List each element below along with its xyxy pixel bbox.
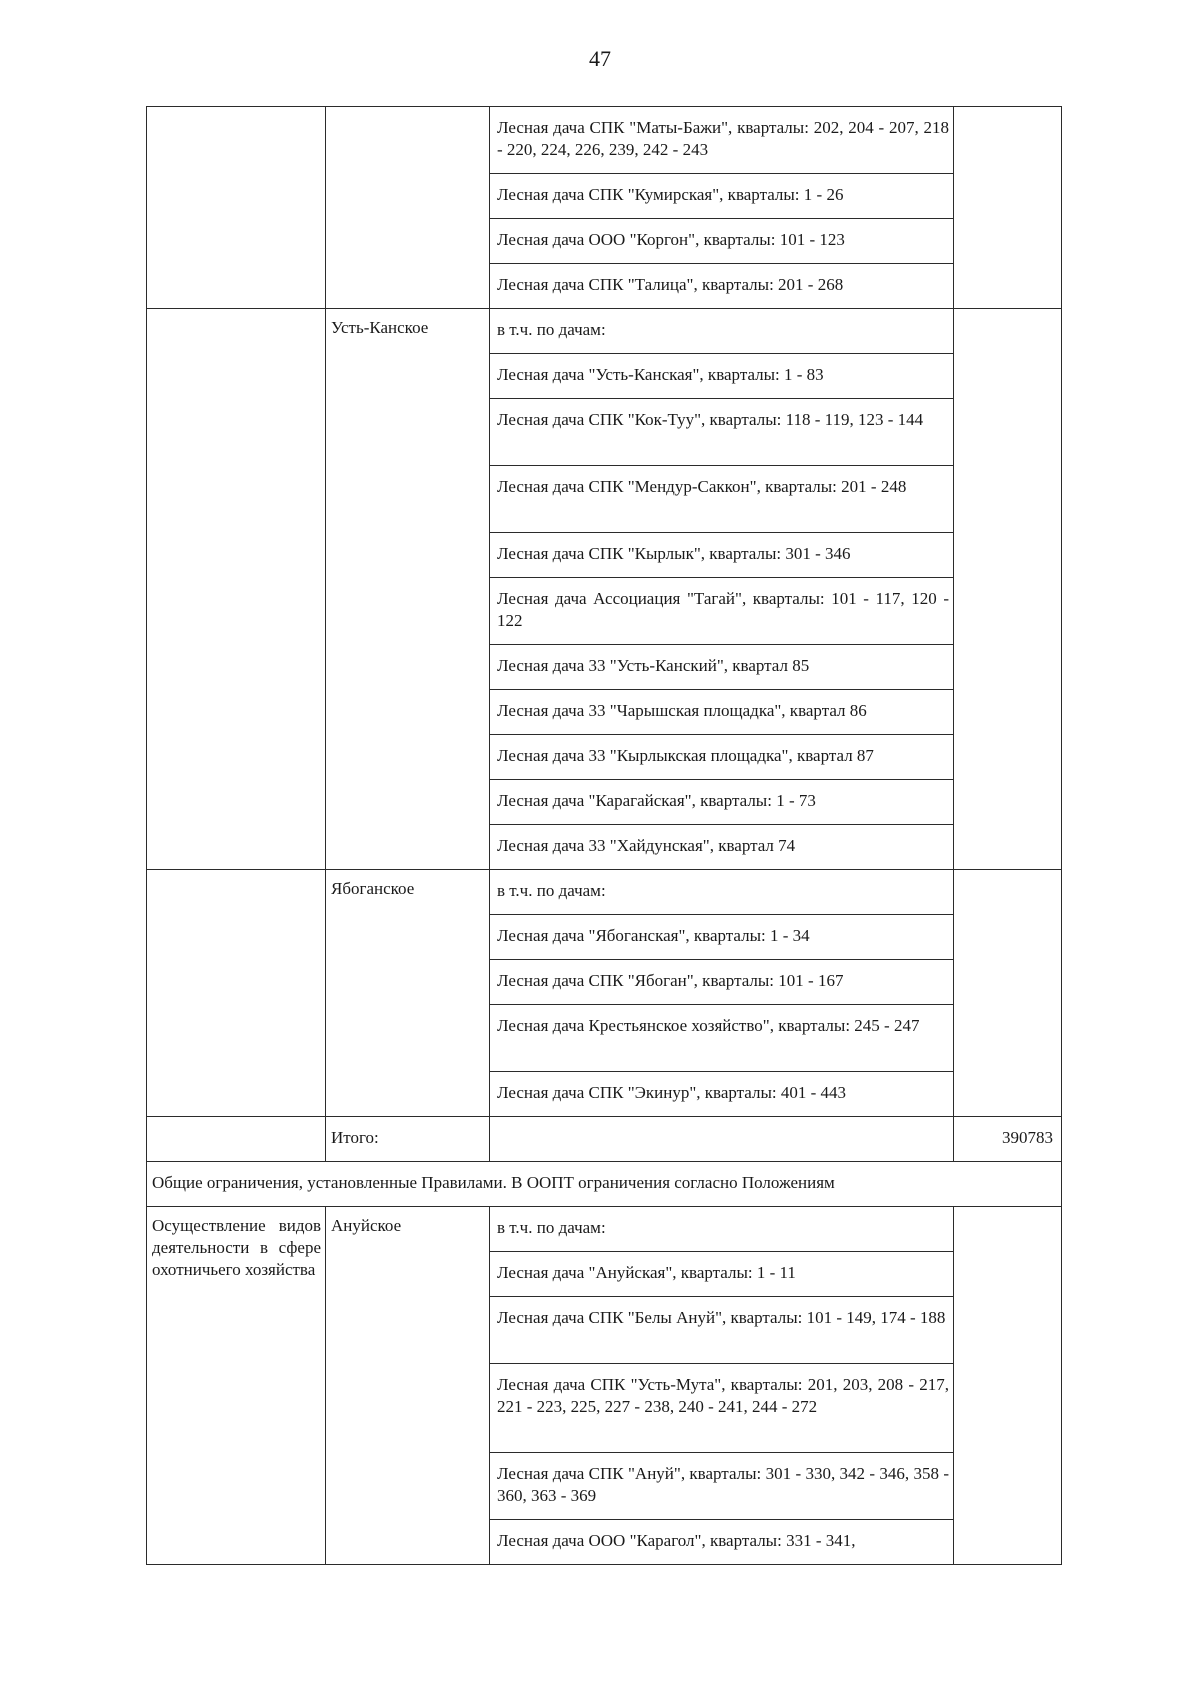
empty-cell bbox=[954, 1207, 1062, 1565]
dacha-cell: Лесная дача ООО "Карагол", кварталы: 331 - 341, bbox=[490, 1520, 954, 1565]
empty-cell bbox=[326, 107, 490, 309]
total-label-cell: Итого: bbox=[326, 1117, 490, 1162]
dacha-cell: Лесная дача 33 "Чарышская площадка", квартал 86 bbox=[490, 690, 954, 735]
dacha-cell: Лесная дача "Карагайская", кварталы: 1 - 73 bbox=[490, 780, 954, 825]
dacha-cell: Лесная дача "Усть-Канская", кварталы: 1 - 83 bbox=[490, 354, 954, 399]
empty-cell bbox=[954, 309, 1062, 870]
dacha-header-cell: в т.ч. по дачам: bbox=[490, 870, 954, 915]
hunting-grounds-table bbox=[146, 106, 1062, 1565]
restrictions-note: Общие ограничения, установленные Правилами. В ООПТ ограничения согласно Положениям bbox=[147, 1162, 1062, 1207]
table-row bbox=[147, 870, 1062, 915]
page-number: 47 bbox=[589, 46, 611, 71]
dacha-cell: Лесная дача СПК "Талица", кварталы: 201 - 268 bbox=[490, 264, 954, 309]
dacha-cell: Лесная дача Ассоциация "Тагай", кварталы: 101 - 117, 120 - 122 bbox=[490, 578, 954, 645]
dacha-cell: Лесная дача 33 "Хайдунская", квартал 74 bbox=[490, 825, 954, 870]
dacha-cell: Лесная дача СПК "Маты-Бажи", кварталы: 202, 204 - 207, 218 - 220, 224, 226, 239, 242 - 243 bbox=[490, 107, 954, 174]
dacha-cell: Лесная дача СПК "Кумирская", кварталы: 1 - 26 bbox=[490, 174, 954, 219]
district-cell-anuyskoe: Ануйское bbox=[326, 1207, 490, 1565]
empty-cell bbox=[490, 1117, 954, 1162]
dacha-cell: Лесная дача ООО "Коргон", кварталы: 101 - 123 bbox=[490, 219, 954, 264]
dacha-header-cell: в т.ч. по дачам: bbox=[490, 1207, 954, 1252]
empty-cell bbox=[147, 309, 326, 870]
dacha-cell: Лесная дача СПК "Кырлык", кварталы: 301 - 346 bbox=[490, 533, 954, 578]
dacha-cell: Лесная дача "Ануйская", кварталы: 1 - 11 bbox=[490, 1252, 954, 1297]
empty-cell bbox=[147, 107, 326, 309]
dacha-cell: Лесная дача СПК "Экинур", кварталы: 401 - 443 bbox=[490, 1072, 954, 1117]
table-row bbox=[147, 1207, 1062, 1252]
dacha-cell: Лесная дача СПК "Усть-Мута", кварталы: 201, 203, 208 - 217, 221 - 223, 225, 227 - 238, 240 - 241, 244 - 272 bbox=[490, 1364, 954, 1453]
empty-cell bbox=[147, 870, 326, 1117]
table-row bbox=[147, 107, 1062, 174]
dacha-cell: Лесная дача 33 "Кырлыкская площадка", квартал 87 bbox=[490, 735, 954, 780]
dacha-cell: Лесная дача Крестьянское хозяйство", кварталы: 245 - 247 bbox=[490, 1005, 954, 1072]
dacha-cell: Лесная дача СПК "Белы Ануй", кварталы: 101 - 149, 174 - 188 bbox=[490, 1297, 954, 1364]
empty-cell bbox=[954, 107, 1062, 309]
dacha-cell: Лесная дача СПК "Кок-Туу", кварталы: 118 - 119, 123 - 144 bbox=[490, 399, 954, 466]
district-cell-yaboganskoe: Ябоганское bbox=[326, 870, 490, 1117]
restrictions-row bbox=[147, 1162, 1062, 1207]
dacha-cell: Лесная дача "Ябоганская", кварталы: 1 - 34 bbox=[490, 915, 954, 960]
empty-cell bbox=[147, 1117, 326, 1162]
empty-cell bbox=[954, 870, 1062, 1117]
dacha-cell: Лесная дача СПК "Ануй", кварталы: 301 - 330, 342 - 346, 358 - 360, 363 - 369 bbox=[490, 1453, 954, 1520]
district-cell-ust-kanskoe: Усть-Канское bbox=[326, 309, 490, 870]
dacha-cell: Лесная дача 33 "Усть-Канский", квартал 85 bbox=[490, 645, 954, 690]
activity-cell: Осуществление видов деятельности в сфере охотничьего хозяйства bbox=[147, 1207, 326, 1565]
total-value-cell: 390783 bbox=[954, 1117, 1062, 1162]
total-row bbox=[147, 1117, 1062, 1162]
dacha-cell: Лесная дача СПК "Ябоган", кварталы: 101 - 167 bbox=[490, 960, 954, 1005]
table-row bbox=[147, 309, 1062, 354]
dacha-cell: Лесная дача СПК "Мендур-Саккон", кварталы: 201 - 248 bbox=[490, 466, 954, 533]
dacha-header-cell: в т.ч. по дачам: bbox=[490, 309, 954, 354]
